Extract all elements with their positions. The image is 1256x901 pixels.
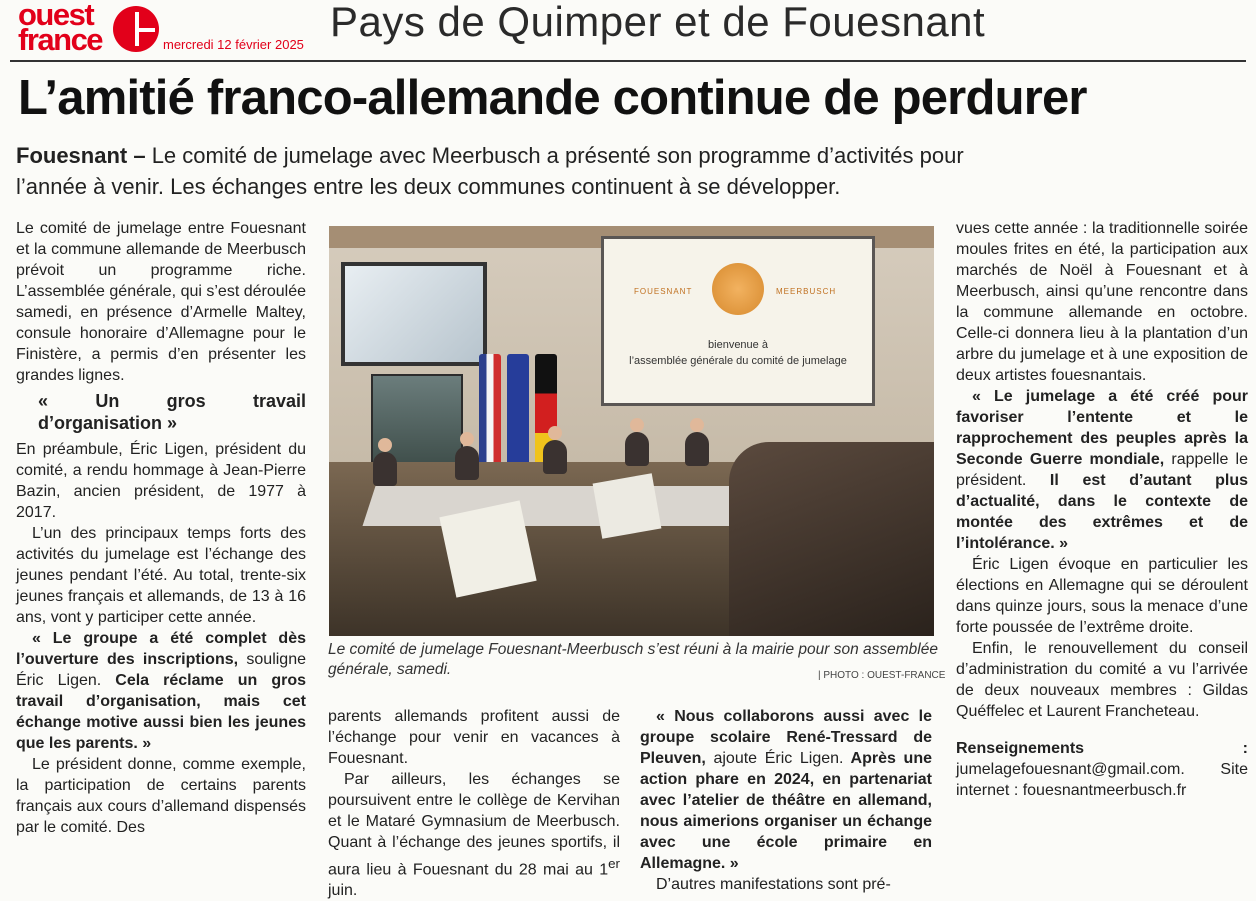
- quote-paragraph: [956, 386, 1248, 554]
- photo-window: [341, 262, 487, 366]
- screen-text-left: FOUESNANT: [634, 287, 693, 296]
- person-head: [548, 426, 562, 440]
- quote-text: Cela réclame un gros travail d’organisation, mais cet échange motive aussi bien les jeunes que les parents. »: [16, 672, 306, 752]
- paragraph: D’autres manifestations sont pré-: [656, 876, 891, 893]
- quote-text: Il est d’autant plus d’actualité, dans le contexte de montée des extrêmes et de l’intolérance. »: [956, 472, 1248, 552]
- paragraph: Éric Ligen évoque en particulier les élections en Allemagne qui se déroulent dans quinze jours, sous la menace d’une forte poussée de l’extrême droite.: [956, 556, 1248, 636]
- person: [455, 446, 479, 480]
- eu-flag-icon: [507, 354, 529, 474]
- photo-credit: | PHOTO : OUEST-FRANCE: [818, 670, 946, 681]
- twinning-logo-icon: [712, 263, 764, 315]
- article-photo: [329, 226, 934, 636]
- paragraph-text: juin.: [328, 882, 358, 900]
- lead-text: Le comité de jumelage avec Meerbusch a présenté son programme d’activités pour l’année à venir. Les échanges entre les deux communes continuent à se développer.: [16, 143, 964, 199]
- paragraph: Le comité de jumelage entre Fouesnant et la commune allemande de Meerbusch prévoit un programme riche. L’assemblée générale, qui s’est déroulée samedi, en présence d’Armelle Maltey, consule honoraire d’Allemagne pour le Finistère, a permis d’en présenter les grandes lignes.: [16, 220, 306, 384]
- attribution: souligne Éric Ligen.: [16, 651, 306, 689]
- article-column-4: [956, 218, 1248, 801]
- screen-subtitle: l’assemblée générale du comité de jumelage: [629, 355, 847, 367]
- article-lead: [16, 140, 1026, 202]
- lead-place: Fouesnant –: [16, 143, 146, 168]
- person-head: [460, 432, 474, 446]
- projection-screen: [601, 236, 875, 406]
- divider: [10, 60, 1246, 62]
- quote-paragraph: [16, 628, 306, 754]
- article-column-1: [16, 218, 306, 838]
- document-on-table: [439, 500, 536, 597]
- person: [625, 432, 649, 466]
- screen-text-right: MEERBUSCH: [776, 287, 837, 296]
- article-column-3: [640, 706, 932, 895]
- paragraph: vues cette année : la traditionnelle soirée moules frites en été, la participation aux marchés de Noël à Fouesnant et à Meerbusch, ainsi qu’une rencontre dans la commune allemande en octobre. Celle-ci donnera lieu à la plantation d’un arbre du jumelage et à une exposition de deux artistes fouesnantais.: [956, 220, 1248, 384]
- info-label: Renseignements :: [956, 740, 1248, 757]
- paragraph: [328, 769, 620, 901]
- logo-line-1: ouest: [18, 0, 94, 32]
- quote-text: « Nous collaborons aussi avec le groupe scolaire René-Tressard de Pleuven,: [640, 708, 932, 767]
- logo-emblem-icon: [113, 6, 159, 52]
- article-headline: L’amitié franco-allemande continue de perdurer: [18, 71, 1087, 125]
- paragraph: L’un des principaux temps forts des activités du jumelage est l’échange des jeunes pendant l’été. Au total, trente-six jeunes français et allemands, de 13 à 16 ans, vont y participer cette année.: [16, 525, 306, 626]
- logo-line-2: france: [18, 22, 103, 57]
- audience: [729, 442, 934, 636]
- paragraph-text: Par ailleurs, les échanges se poursuivent entre le collège de Kervihan et le Mataré Gymnasium de Meerbusch. Quant à l’échange des jeunes sportifs, il aura lieu à Fouesnant du 28 mai au 1: [328, 771, 620, 879]
- info-text: jumelagefouesnant@gmail.com. Site internet : fouesnantmeerbusch.fr: [956, 761, 1248, 799]
- paragraph: parents allemands profitent aussi de l’échange pour venir en vacances à Fouesnant.: [328, 708, 620, 767]
- document-on-table: [593, 473, 662, 539]
- person-head: [630, 418, 644, 432]
- person: [373, 452, 397, 486]
- quote-text: Après une action phare en 2024, en partenariat avec l’atelier de théâtre en allemand, nous aimerions organiser un échange avec une école primaire en Allemagne. »: [640, 750, 932, 872]
- paragraph: En préambule, Éric Ligen, président du comité, a rendu hommage à Jean-Pierre Bazin, ancien président, de 1977 à 2017.: [16, 441, 306, 521]
- person-head: [378, 438, 392, 452]
- quote-text: « Le groupe a été complet dès l’ouverture des inscriptions,: [16, 630, 306, 668]
- quote-text: « Le jumelage a été créé pour favoriser l’entente et le rapprochement des peuples après la Seconde Guerre mondiale,: [956, 388, 1248, 468]
- section-title: Pays de Quimper et de Fouesnant: [330, 0, 986, 45]
- french-flag-icon: [479, 354, 501, 474]
- paragraph: Le président donne, comme exemple, la participation de certains parents français aux cours d’allemand dispensés par le comité. Des: [16, 756, 306, 836]
- screen-welcome: bienvenue à: [708, 339, 768, 351]
- newspaper-logo: [18, 0, 103, 57]
- person-head: [690, 418, 704, 432]
- paragraph: Enfin, le renouvellement du conseil d’administration du comité a vu l’arrivée de deux nouveaux membres : Gildas Quéffelec et Laurent Francheteau.: [956, 640, 1248, 720]
- article-subhead: « Un gros travail d’organisation »: [38, 391, 306, 433]
- article-column-2: [328, 706, 620, 901]
- info-paragraph: [956, 738, 1248, 801]
- quote-paragraph: [640, 706, 932, 874]
- attribution: ajoute Éric Ligen.: [705, 750, 844, 767]
- superscript: er: [608, 856, 620, 871]
- attribution: rappelle le président.: [956, 451, 1248, 489]
- person: [543, 440, 567, 474]
- photo-caption: Le comité de jumelage Fouesnant-Meerbusch s’est réuni à la mairie pour son assemblée générale, samedi.: [328, 641, 938, 678]
- publication-date: mercredi 12 février 2025: [163, 37, 304, 52]
- person: [685, 432, 709, 466]
